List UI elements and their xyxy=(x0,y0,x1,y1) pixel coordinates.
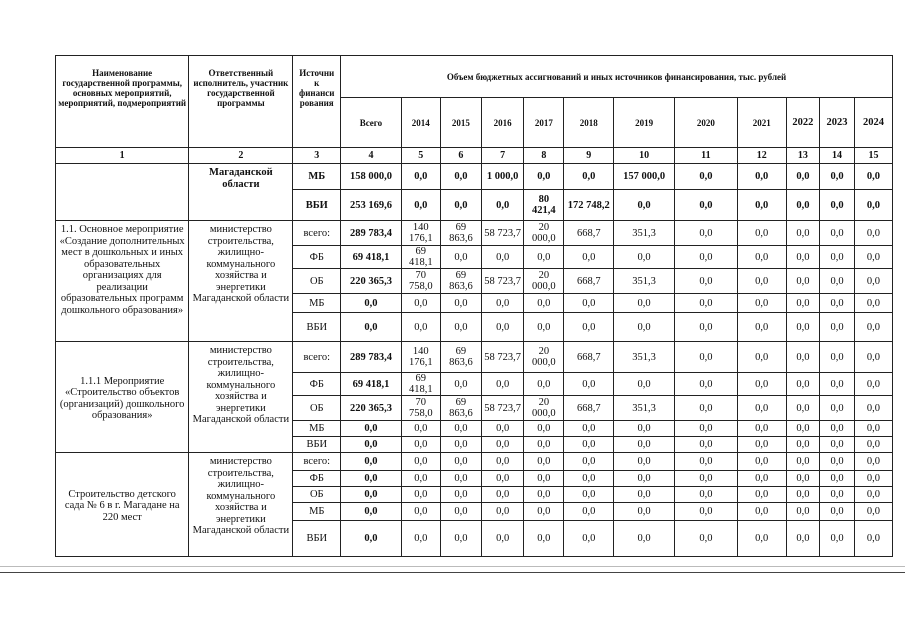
year-value: 0,0 xyxy=(440,471,481,487)
year-value: 0,0 xyxy=(737,437,786,453)
executor: министерство строительства, жилищно-коммунального хозяйства и энергетики Магаданской области xyxy=(189,342,293,453)
year-value: 0,0 xyxy=(524,373,564,396)
year-value: 0,0 xyxy=(820,503,855,521)
year-value: 0,0 xyxy=(614,313,675,342)
year-value: 0,0 xyxy=(440,373,481,396)
year-value: 0,0 xyxy=(737,269,786,294)
year-value: 0,0 xyxy=(674,294,737,313)
year-value: 0,0 xyxy=(564,164,614,190)
year-value: 0,0 xyxy=(440,313,481,342)
funding-source: МБ xyxy=(293,164,341,190)
year-value: 0,0 xyxy=(482,471,524,487)
year-value: 351,3 xyxy=(614,221,675,246)
total-value: 253 169,6 xyxy=(341,190,402,221)
funding-source: ВБИ xyxy=(293,313,341,342)
year-value: 140 176,1 xyxy=(401,221,440,246)
year-value: 0,0 xyxy=(854,421,892,437)
year-value: 0,0 xyxy=(737,190,786,221)
year-value: 0,0 xyxy=(674,221,737,246)
year-value: 0,0 xyxy=(674,521,737,557)
year-value: 0,0 xyxy=(737,396,786,421)
column-number: 6 xyxy=(440,148,481,164)
year-value: 0,0 xyxy=(440,246,481,269)
year-value: 0,0 xyxy=(524,437,564,453)
total-value: 0,0 xyxy=(341,437,402,453)
column-number: 5 xyxy=(401,148,440,164)
funding-source: ФБ xyxy=(293,471,341,487)
year-value: 58 723,7 xyxy=(482,396,524,421)
year-value: 351,3 xyxy=(614,342,675,373)
column-number: 1 xyxy=(56,148,189,164)
funding-source: ОБ xyxy=(293,396,341,421)
year-value: 20 000,0 xyxy=(524,342,564,373)
year-value: 0,0 xyxy=(786,221,820,246)
year-value: 0,0 xyxy=(854,246,892,269)
year-value: 0,0 xyxy=(854,453,892,471)
year-value: 0,0 xyxy=(564,294,614,313)
year-value: 0,0 xyxy=(820,421,855,437)
year-value: 0,0 xyxy=(737,453,786,471)
year-value: 0,0 xyxy=(440,503,481,521)
year-value: 0,0 xyxy=(786,396,820,421)
year-value: 0,0 xyxy=(440,294,481,313)
year-value: 0,0 xyxy=(737,342,786,373)
year-value: 0,0 xyxy=(854,294,892,313)
year-value: 0,0 xyxy=(614,421,675,437)
column-number: 15 xyxy=(854,148,892,164)
year-value: 0,0 xyxy=(820,190,855,221)
total-value: 158 000,0 xyxy=(341,164,402,190)
year-value: 0,0 xyxy=(524,421,564,437)
executor: Магаданской области xyxy=(189,164,293,221)
year-value: 0,0 xyxy=(786,437,820,453)
year-value: 0,0 xyxy=(854,503,892,521)
year-value: 0,0 xyxy=(524,313,564,342)
table-row xyxy=(56,342,893,373)
year-value: 0,0 xyxy=(401,313,440,342)
year-value: 0,0 xyxy=(737,164,786,190)
column-number: 4 xyxy=(341,148,402,164)
header-year: 2020 xyxy=(674,98,737,148)
year-value: 0,0 xyxy=(564,373,614,396)
total-value: 69 418,1 xyxy=(341,373,402,396)
year-value: 0,0 xyxy=(674,190,737,221)
year-value: 0,0 xyxy=(482,437,524,453)
funding-source: всего: xyxy=(293,221,341,246)
activity-name xyxy=(56,164,189,221)
column-number: 7 xyxy=(482,148,524,164)
header-total: Всего xyxy=(341,98,402,148)
funding-source: ОБ xyxy=(293,269,341,294)
executor: министерство строительства, жилищно-коммунального хозяйства и энергетики Магаданской области xyxy=(189,221,293,342)
year-value: 0,0 xyxy=(674,503,737,521)
year-value: 0,0 xyxy=(614,471,675,487)
year-value: 0,0 xyxy=(786,246,820,269)
year-value: 0,0 xyxy=(482,421,524,437)
funding-source: ОБ xyxy=(293,487,341,503)
year-value: 0,0 xyxy=(820,471,855,487)
year-value: 0,0 xyxy=(786,453,820,471)
table-row xyxy=(56,453,893,471)
year-value: 0,0 xyxy=(737,313,786,342)
header-name: Наименование государственной программы, основных мероприятий, мероприятий, подмероприятий xyxy=(56,56,189,148)
table-row xyxy=(56,221,893,246)
funding-source: ФБ xyxy=(293,373,341,396)
year-value: 70 758,0 xyxy=(401,269,440,294)
year-value: 0,0 xyxy=(482,190,524,221)
year-value: 0,0 xyxy=(482,503,524,521)
year-value: 351,3 xyxy=(614,396,675,421)
funding-source: всего: xyxy=(293,342,341,373)
year-value: 0,0 xyxy=(786,521,820,557)
year-value: 0,0 xyxy=(401,437,440,453)
total-value: 0,0 xyxy=(341,503,402,521)
year-value: 0,0 xyxy=(564,503,614,521)
year-value: 0,0 xyxy=(564,421,614,437)
year-value: 0,0 xyxy=(820,396,855,421)
year-value: 0,0 xyxy=(854,396,892,421)
header-year: 2015 xyxy=(440,98,481,148)
year-value: 0,0 xyxy=(854,437,892,453)
year-value: 0,0 xyxy=(820,313,855,342)
header-year: 2024 xyxy=(854,98,892,148)
header-year: 2019 xyxy=(614,98,675,148)
header-year: 2021 xyxy=(737,98,786,148)
year-value: 0,0 xyxy=(614,503,675,521)
funding-source: МБ xyxy=(293,421,341,437)
year-value: 0,0 xyxy=(786,269,820,294)
year-value: 0,0 xyxy=(820,342,855,373)
year-value: 0,0 xyxy=(482,246,524,269)
year-value: 0,0 xyxy=(524,487,564,503)
year-value: 0,0 xyxy=(674,437,737,453)
header-year: 2016 xyxy=(482,98,524,148)
year-value: 0,0 xyxy=(614,487,675,503)
funding-source: ФБ xyxy=(293,246,341,269)
funding-source: МБ xyxy=(293,503,341,521)
year-value: 0,0 xyxy=(820,373,855,396)
year-value: 0,0 xyxy=(401,421,440,437)
year-value: 0,0 xyxy=(854,342,892,373)
year-value: 70 758,0 xyxy=(401,396,440,421)
year-value: 0,0 xyxy=(614,373,675,396)
year-value: 0,0 xyxy=(674,246,737,269)
year-value: 0,0 xyxy=(401,294,440,313)
year-value: 0,0 xyxy=(564,471,614,487)
year-value: 69 863,6 xyxy=(440,342,481,373)
year-value: 0,0 xyxy=(820,294,855,313)
year-value: 0,0 xyxy=(674,342,737,373)
total-value: 0,0 xyxy=(341,471,402,487)
year-value: 0,0 xyxy=(524,521,564,557)
year-value: 0,0 xyxy=(440,453,481,471)
year-value: 0,0 xyxy=(482,521,524,557)
year-value: 0,0 xyxy=(524,294,564,313)
year-value: 0,0 xyxy=(440,421,481,437)
year-value: 0,0 xyxy=(674,269,737,294)
year-value: 0,0 xyxy=(786,342,820,373)
header-year: 2014 xyxy=(401,98,440,148)
year-value: 0,0 xyxy=(786,421,820,437)
year-value: 0,0 xyxy=(786,164,820,190)
year-value: 0,0 xyxy=(674,164,737,190)
year-value: 1 000,0 xyxy=(482,164,524,190)
total-value: 220 365,3 xyxy=(341,269,402,294)
year-value: 0,0 xyxy=(786,503,820,521)
funding-table xyxy=(55,55,893,557)
year-value: 0,0 xyxy=(820,269,855,294)
year-value: 0,0 xyxy=(737,521,786,557)
header-source: Источни к финанси рования xyxy=(293,56,341,148)
year-value: 0,0 xyxy=(614,294,675,313)
year-value: 0,0 xyxy=(614,521,675,557)
column-number: 10 xyxy=(614,148,675,164)
total-value: 289 783,4 xyxy=(341,342,402,373)
year-value: 0,0 xyxy=(564,487,614,503)
year-value: 0,0 xyxy=(524,503,564,521)
column-number: 8 xyxy=(524,148,564,164)
year-value: 0,0 xyxy=(564,453,614,471)
column-number: 11 xyxy=(674,148,737,164)
total-value: 0,0 xyxy=(341,521,402,557)
funding-source: МБ xyxy=(293,294,341,313)
column-number: 13 xyxy=(786,148,820,164)
header-year: 2023 xyxy=(820,98,855,148)
year-value: 20 000,0 xyxy=(524,396,564,421)
year-value: 0,0 xyxy=(440,521,481,557)
total-value: 0,0 xyxy=(341,421,402,437)
year-value: 0,0 xyxy=(524,453,564,471)
year-value: 0,0 xyxy=(482,453,524,471)
year-value: 0,0 xyxy=(786,294,820,313)
page-fold-line xyxy=(0,572,905,573)
year-value: 0,0 xyxy=(786,313,820,342)
table-row xyxy=(56,164,893,190)
year-value: 0,0 xyxy=(786,190,820,221)
year-value: 0,0 xyxy=(440,487,481,503)
year-value: 157 000,0 xyxy=(614,164,675,190)
activity-name: 1.1.1 Мероприятие «Строительство объектов (организаций) дошкольного образования» xyxy=(56,342,189,453)
total-value: 220 365,3 xyxy=(341,396,402,421)
year-value: 172 748,2 xyxy=(564,190,614,221)
year-value: 69 863,6 xyxy=(440,396,481,421)
column-number: 2 xyxy=(189,148,293,164)
activity-name: Строительство детского сада № 6 в г. Магадане на 220 мест xyxy=(56,453,189,557)
year-value: 0,0 xyxy=(786,373,820,396)
year-value: 0,0 xyxy=(401,503,440,521)
year-value: 0,0 xyxy=(854,487,892,503)
year-value: 0,0 xyxy=(854,313,892,342)
year-value: 0,0 xyxy=(674,471,737,487)
year-value: 0,0 xyxy=(614,246,675,269)
year-value: 0,0 xyxy=(482,487,524,503)
year-value: 0,0 xyxy=(854,521,892,557)
year-value: 69 863,6 xyxy=(440,269,481,294)
year-value: 0,0 xyxy=(401,487,440,503)
total-value: 0,0 xyxy=(341,487,402,503)
year-value: 0,0 xyxy=(614,437,675,453)
total-value: 0,0 xyxy=(341,453,402,471)
year-value: 0,0 xyxy=(737,221,786,246)
year-value: 0,0 xyxy=(674,487,737,503)
year-value: 0,0 xyxy=(786,471,820,487)
year-value: 58 723,7 xyxy=(482,269,524,294)
year-value: 69 418,1 xyxy=(401,246,440,269)
year-value: 0,0 xyxy=(401,190,440,221)
year-value: 668,7 xyxy=(564,396,614,421)
year-value: 0,0 xyxy=(564,521,614,557)
year-value: 0,0 xyxy=(820,246,855,269)
year-value: 0,0 xyxy=(564,437,614,453)
year-value: 0,0 xyxy=(674,396,737,421)
year-value: 0,0 xyxy=(440,164,481,190)
activity-name: 1.1. Основное мероприятие «Создание дополнительных мест в дошкольных и иных образовательных организациях для реализации образовательных программ дошкольного образования» xyxy=(56,221,189,342)
year-value: 0,0 xyxy=(524,164,564,190)
total-value: 69 418,1 xyxy=(341,246,402,269)
year-value: 0,0 xyxy=(820,487,855,503)
year-value: 0,0 xyxy=(440,437,481,453)
year-value: 0,0 xyxy=(401,164,440,190)
year-value: 0,0 xyxy=(737,246,786,269)
year-value: 58 723,7 xyxy=(482,342,524,373)
year-value: 0,0 xyxy=(564,246,614,269)
year-value: 0,0 xyxy=(854,190,892,221)
year-value: 0,0 xyxy=(786,487,820,503)
year-value: 0,0 xyxy=(737,503,786,521)
total-value: 0,0 xyxy=(341,294,402,313)
year-value: 0,0 xyxy=(737,487,786,503)
year-value: 140 176,1 xyxy=(401,342,440,373)
header-year: 2018 xyxy=(564,98,614,148)
year-value: 0,0 xyxy=(674,421,737,437)
year-value: 0,0 xyxy=(482,313,524,342)
year-value: 0,0 xyxy=(524,246,564,269)
year-value: 0,0 xyxy=(820,521,855,557)
executor: министерство строительства, жилищно-коммунального хозяйства и энергетики Магаданской области xyxy=(189,453,293,557)
year-value: 0,0 xyxy=(737,471,786,487)
year-value: 0,0 xyxy=(737,373,786,396)
funding-source: всего: xyxy=(293,453,341,471)
year-value: 668,7 xyxy=(564,221,614,246)
year-value: 20 000,0 xyxy=(524,269,564,294)
header-executor: Ответственный исполнитель, участник государственной программы xyxy=(189,56,293,148)
year-value: 0,0 xyxy=(820,437,855,453)
year-value: 0,0 xyxy=(482,294,524,313)
year-value: 0,0 xyxy=(854,269,892,294)
column-number: 3 xyxy=(293,148,341,164)
year-value: 69 418,1 xyxy=(401,373,440,396)
year-value: 20 000,0 xyxy=(524,221,564,246)
funding-source: ВБИ xyxy=(293,437,341,453)
page-shadow-line xyxy=(0,566,905,567)
funding-source: ВБИ xyxy=(293,521,341,557)
year-value: 0,0 xyxy=(614,190,675,221)
year-value: 0,0 xyxy=(854,164,892,190)
year-value: 0,0 xyxy=(614,453,675,471)
year-value: 0,0 xyxy=(564,313,614,342)
total-value: 289 783,4 xyxy=(341,221,402,246)
column-number: 14 xyxy=(820,148,855,164)
year-value: 0,0 xyxy=(674,373,737,396)
year-value: 0,0 xyxy=(854,221,892,246)
funding-source: ВБИ xyxy=(293,190,341,221)
year-value: 351,3 xyxy=(614,269,675,294)
header-volume: Объем бюджетных ассигнований и иных источников финансирования, тыс. рублей xyxy=(341,56,893,98)
year-value: 0,0 xyxy=(820,453,855,471)
year-value: 0,0 xyxy=(820,164,855,190)
year-value: 58 723,7 xyxy=(482,221,524,246)
year-value: 0,0 xyxy=(401,521,440,557)
year-value: 0,0 xyxy=(820,221,855,246)
year-value: 0,0 xyxy=(674,313,737,342)
column-number: 9 xyxy=(564,148,614,164)
header-year: 2017 xyxy=(524,98,564,148)
year-value: 69 863,6 xyxy=(440,221,481,246)
header-year: 2022 xyxy=(786,98,820,148)
year-value: 0,0 xyxy=(737,294,786,313)
year-value: 0,0 xyxy=(524,471,564,487)
year-value: 0,0 xyxy=(440,190,481,221)
column-number: 12 xyxy=(737,148,786,164)
year-value: 0,0 xyxy=(854,471,892,487)
year-value: 0,0 xyxy=(674,453,737,471)
year-value: 668,7 xyxy=(564,269,614,294)
total-value: 0,0 xyxy=(341,313,402,342)
year-value: 668,7 xyxy=(564,342,614,373)
year-value: 0,0 xyxy=(737,421,786,437)
year-value: 0,0 xyxy=(401,471,440,487)
year-value: 0,0 xyxy=(854,373,892,396)
year-value: 0,0 xyxy=(401,453,440,471)
year-value: 80 421,4 xyxy=(524,190,564,221)
year-value: 0,0 xyxy=(482,373,524,396)
